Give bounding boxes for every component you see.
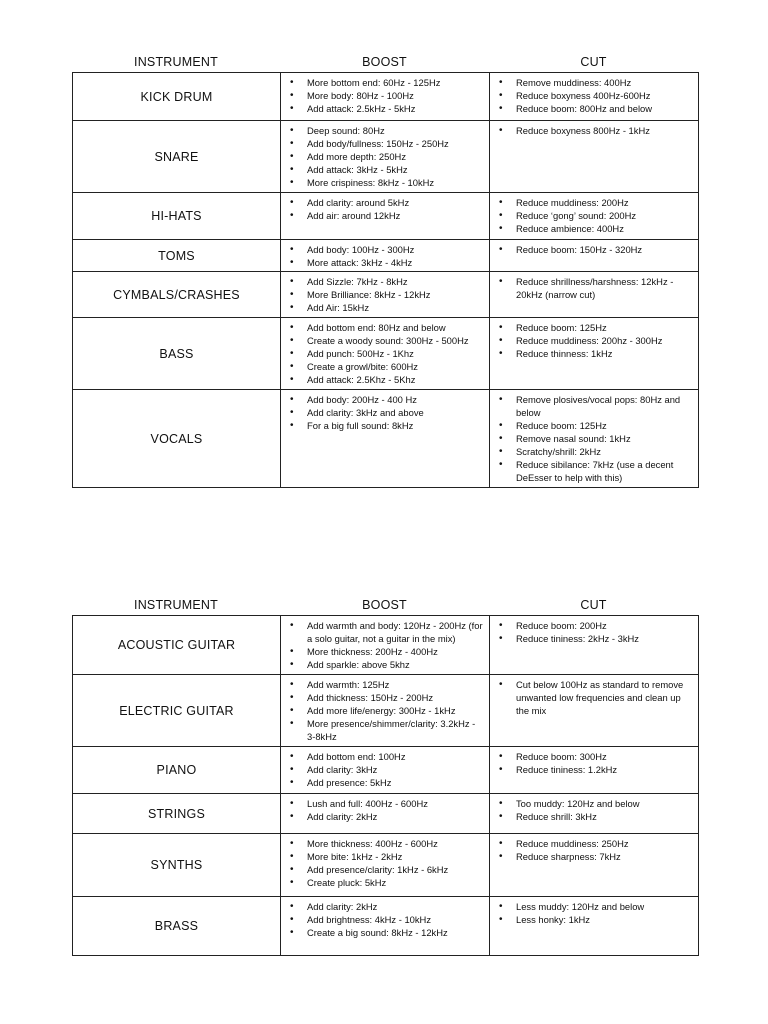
cut-item: • Remove muddiness: 400Hz: [496, 76, 692, 89]
cut-list: [490, 73, 698, 117]
table-row: [73, 318, 699, 390]
boost-item: • Add bottom end: 80Hz and below: [287, 321, 483, 334]
cut-list: [490, 318, 698, 362]
boost-item: • Add more life/energy: 300Hz - 1kHz: [287, 704, 483, 717]
table-row: [73, 193, 699, 240]
boost-item: • For a big full sound: 8kHz: [287, 419, 483, 432]
cut-item: • Less muddy: 120Hz and below: [496, 900, 692, 913]
boost-list: [281, 318, 489, 388]
table-row: [73, 73, 699, 121]
cut-cell: [490, 834, 699, 897]
boost-cell: [281, 834, 490, 897]
boost-item: • Add clarity: 2kHz: [287, 900, 483, 913]
table-row: [73, 675, 699, 747]
boost-list: [281, 272, 489, 316]
boost-list: [281, 73, 489, 117]
eq-table-1: [72, 72, 699, 488]
boost-item: • Add attack: 3kHz - 5kHz: [287, 163, 483, 176]
instrument-name: BASS: [73, 318, 281, 390]
table-row: [73, 834, 699, 897]
boost-item: • Add brightness: 4kHz - 10kHz: [287, 913, 483, 926]
cut-item: • Reduce tininess: 2kHz - 3kHz: [496, 632, 692, 645]
boost-item: • Add thickness: 150Hz - 200Hz: [287, 691, 483, 704]
cut-item: • Scratchy/shrill: 2kHz: [496, 445, 692, 458]
instrument-name: CYMBALS/CRASHES: [73, 272, 281, 318]
instrument-name: STRINGS: [73, 794, 281, 834]
cut-item: • Reduce boom: 300Hz: [496, 750, 692, 763]
boost-item: • Add warmth and body: 120Hz - 200Hz (for a solo guitar, not a guitar in the mix): [287, 619, 483, 645]
cut-cell: [490, 747, 699, 794]
header-cut: CUT: [580, 55, 607, 69]
boost-item: • More thickness: 400Hz - 600Hz: [287, 837, 483, 850]
boost-list: [281, 897, 489, 941]
cut-cell: [490, 318, 699, 390]
boost-item: • Add bottom end: 100Hz: [287, 750, 483, 763]
boost-item: • Add attack: 2.5kHz - 5kHz: [287, 102, 483, 115]
boost-list: [281, 616, 489, 673]
boost-list: [281, 390, 489, 434]
table-row: [73, 272, 699, 318]
cut-list: [490, 616, 698, 647]
cut-item: • Cut below 100Hz as standard to remove unwanted low frequencies and clean up the mix: [496, 678, 692, 717]
cut-item: • Less honky: 1kHz: [496, 913, 692, 926]
boost-item: • Add punch: 500Hz - 1Khz: [287, 347, 483, 360]
cut-cell: [490, 675, 699, 747]
cut-item: • Remove plosives/vocal pops: 80Hz and below: [496, 393, 692, 419]
cut-item: • Reduce boom: 125Hz: [496, 419, 692, 432]
boost-cell: [281, 616, 490, 675]
eq-table-drums-bass-vocals: [72, 52, 698, 488]
boost-item: • More attack: 3kHz - 4kHz: [287, 256, 483, 269]
table-row: [73, 794, 699, 834]
cut-item: • Reduce muddiness: 200hz - 300Hz: [496, 334, 692, 347]
instrument-name: SNARE: [73, 121, 281, 193]
boost-item: • More Brilliance: 8kHz - 12kHz: [287, 288, 483, 301]
cut-item: • Reduce thinness: 1kHz: [496, 347, 692, 360]
boost-item: • Add attack: 2.5Khz - 5Khz: [287, 373, 483, 386]
cut-cell: [490, 240, 699, 272]
boost-cell: [281, 193, 490, 240]
boost-list: [281, 193, 489, 224]
cut-list: [490, 794, 698, 825]
boost-item: • Add presence: 5kHz: [287, 776, 483, 789]
cut-item: • Too muddy: 120Hz and below: [496, 797, 692, 810]
table-row: [73, 240, 699, 272]
column-headers: [72, 52, 698, 72]
cut-list: [490, 272, 698, 303]
cut-item: • Reduce boom: 125Hz: [496, 321, 692, 334]
header-boost: BOOST: [362, 598, 407, 612]
boost-list: [281, 747, 489, 791]
boost-item: • Add clarity: 3kHz and above: [287, 406, 483, 419]
instrument-name: ELECTRIC GUITAR: [73, 675, 281, 747]
boost-cell: [281, 675, 490, 747]
instrument-name: ACOUSTIC GUITAR: [73, 616, 281, 675]
instrument-name: BRASS: [73, 897, 281, 956]
boost-item: • More bite: 1kHz - 2kHz: [287, 850, 483, 863]
cut-item: • Reduce boxyness 400Hz-600Hz: [496, 89, 692, 102]
boost-list: [281, 121, 489, 191]
cut-cell: [490, 272, 699, 318]
table-row: [73, 747, 699, 794]
header-boost: BOOST: [362, 55, 407, 69]
boost-cell: [281, 794, 490, 834]
cut-item: • Reduce muddiness: 200Hz: [496, 196, 692, 209]
cut-item: • Reduce boom: 150Hz - 320Hz: [496, 243, 692, 256]
boost-item: • Create a big sound: 8kHz - 12kHz: [287, 926, 483, 939]
cut-list: [490, 675, 698, 719]
boost-item: • Create pluck: 5kHz: [287, 876, 483, 889]
instrument-name: KICK DRUM: [73, 73, 281, 121]
table-row: [73, 390, 699, 488]
boost-item: • Add warmth: 125Hz: [287, 678, 483, 691]
cut-item: • Remove nasal sound: 1kHz: [496, 432, 692, 445]
instrument-name: PIANO: [73, 747, 281, 794]
boost-list: [281, 240, 489, 271]
header-instrument: INSTRUMENT: [134, 598, 218, 612]
boost-item: • Deep sound: 80Hz: [287, 124, 483, 137]
boost-cell: [281, 897, 490, 956]
instrument-name: TOMS: [73, 240, 281, 272]
boost-cell: [281, 73, 490, 121]
instrument-name: HI-HATS: [73, 193, 281, 240]
cut-list: [490, 193, 698, 237]
cut-cell: [490, 121, 699, 193]
boost-item: • Add Air: 15kHz: [287, 301, 483, 314]
boost-cell: [281, 272, 490, 318]
boost-item: • Create a growl/bite: 600Hz: [287, 360, 483, 373]
cut-list: [490, 747, 698, 778]
cut-cell: [490, 616, 699, 675]
instrument-name: SYNTHS: [73, 834, 281, 897]
cut-item: • Reduce shrill: 3kHz: [496, 810, 692, 823]
eq-table-2: [72, 615, 699, 956]
cut-item: • Reduce shrillness/harshness: 12kHz - 20kHz (narrow cut): [496, 275, 692, 301]
boost-item: • Lush and full: 400Hz - 600Hz: [287, 797, 483, 810]
cut-list: [490, 390, 698, 486]
cut-cell: [490, 390, 699, 488]
boost-list: [281, 675, 489, 745]
cut-cell: [490, 193, 699, 240]
boost-item: • More presence/shimmer/clarity: 3.2kHz - 3-8kHz: [287, 717, 483, 743]
boost-cell: [281, 747, 490, 794]
eq-table-instruments: [72, 595, 698, 956]
cut-item: • Reduce tininess: 1.2kHz: [496, 763, 692, 776]
cut-item: • Reduce ‘gong’ sound: 200Hz: [496, 209, 692, 222]
boost-cell: [281, 390, 490, 488]
cut-item: • Reduce boom: 800Hz and below: [496, 102, 692, 115]
boost-item: • Add body/fullness: 150Hz - 250Hz: [287, 137, 483, 150]
boost-item: • More thickness: 200Hz - 400Hz: [287, 645, 483, 658]
boost-item: • Create a woody sound: 300Hz - 500Hz: [287, 334, 483, 347]
boost-list: [281, 834, 489, 891]
boost-item: • Add body: 200Hz - 400 Hz: [287, 393, 483, 406]
cut-list: [490, 121, 698, 139]
cut-cell: [490, 897, 699, 956]
boost-item: • Add Sizzle: 7kHz - 8kHz: [287, 275, 483, 288]
boost-item: • More crispiness: 8kHz - 10kHz: [287, 176, 483, 189]
boost-item: • Add presence/clarity: 1kHz - 6kHz: [287, 863, 483, 876]
cut-item: • Reduce muddiness: 250Hz: [496, 837, 692, 850]
column-headers: [72, 595, 698, 615]
cut-item: • Reduce sibilance: 7kHz (use a decent DeEsser to help with this): [496, 458, 692, 484]
cut-item: • Reduce sharpness: 7kHz: [496, 850, 692, 863]
boost-item: • Add air: around 12kHz: [287, 209, 483, 222]
boost-item: • Add clarity: 2kHz: [287, 810, 483, 823]
boost-item: • Add body: 100Hz - 300Hz: [287, 243, 483, 256]
boost-cell: [281, 318, 490, 390]
cut-item: • Reduce boom: 200Hz: [496, 619, 692, 632]
boost-item: • Add clarity: 3kHz: [287, 763, 483, 776]
instrument-name: VOCALS: [73, 390, 281, 488]
table-row: [73, 616, 699, 675]
cut-item: • Reduce boxyness 800Hz - 1kHz: [496, 124, 692, 137]
header-cut: CUT: [580, 598, 607, 612]
cut-item: • Reduce ambience: 400Hz: [496, 222, 692, 235]
table-row: [73, 121, 699, 193]
boost-item: • More body: 80Hz - 100Hz: [287, 89, 483, 102]
boost-item: • Add clarity: around 5kHz: [287, 196, 483, 209]
boost-item: • Add sparkle: above 5khz: [287, 658, 483, 671]
cut-cell: [490, 73, 699, 121]
boost-item: • Add more depth: 250Hz: [287, 150, 483, 163]
boost-list: [281, 794, 489, 825]
table-row: [73, 897, 699, 956]
cut-list: [490, 834, 698, 865]
cut-cell: [490, 794, 699, 834]
boost-item: • More bottom end: 60Hz - 125Hz: [287, 76, 483, 89]
cut-list: [490, 897, 698, 928]
cut-list: [490, 240, 698, 258]
boost-cell: [281, 240, 490, 272]
boost-cell: [281, 121, 490, 193]
header-instrument: INSTRUMENT: [134, 55, 218, 69]
